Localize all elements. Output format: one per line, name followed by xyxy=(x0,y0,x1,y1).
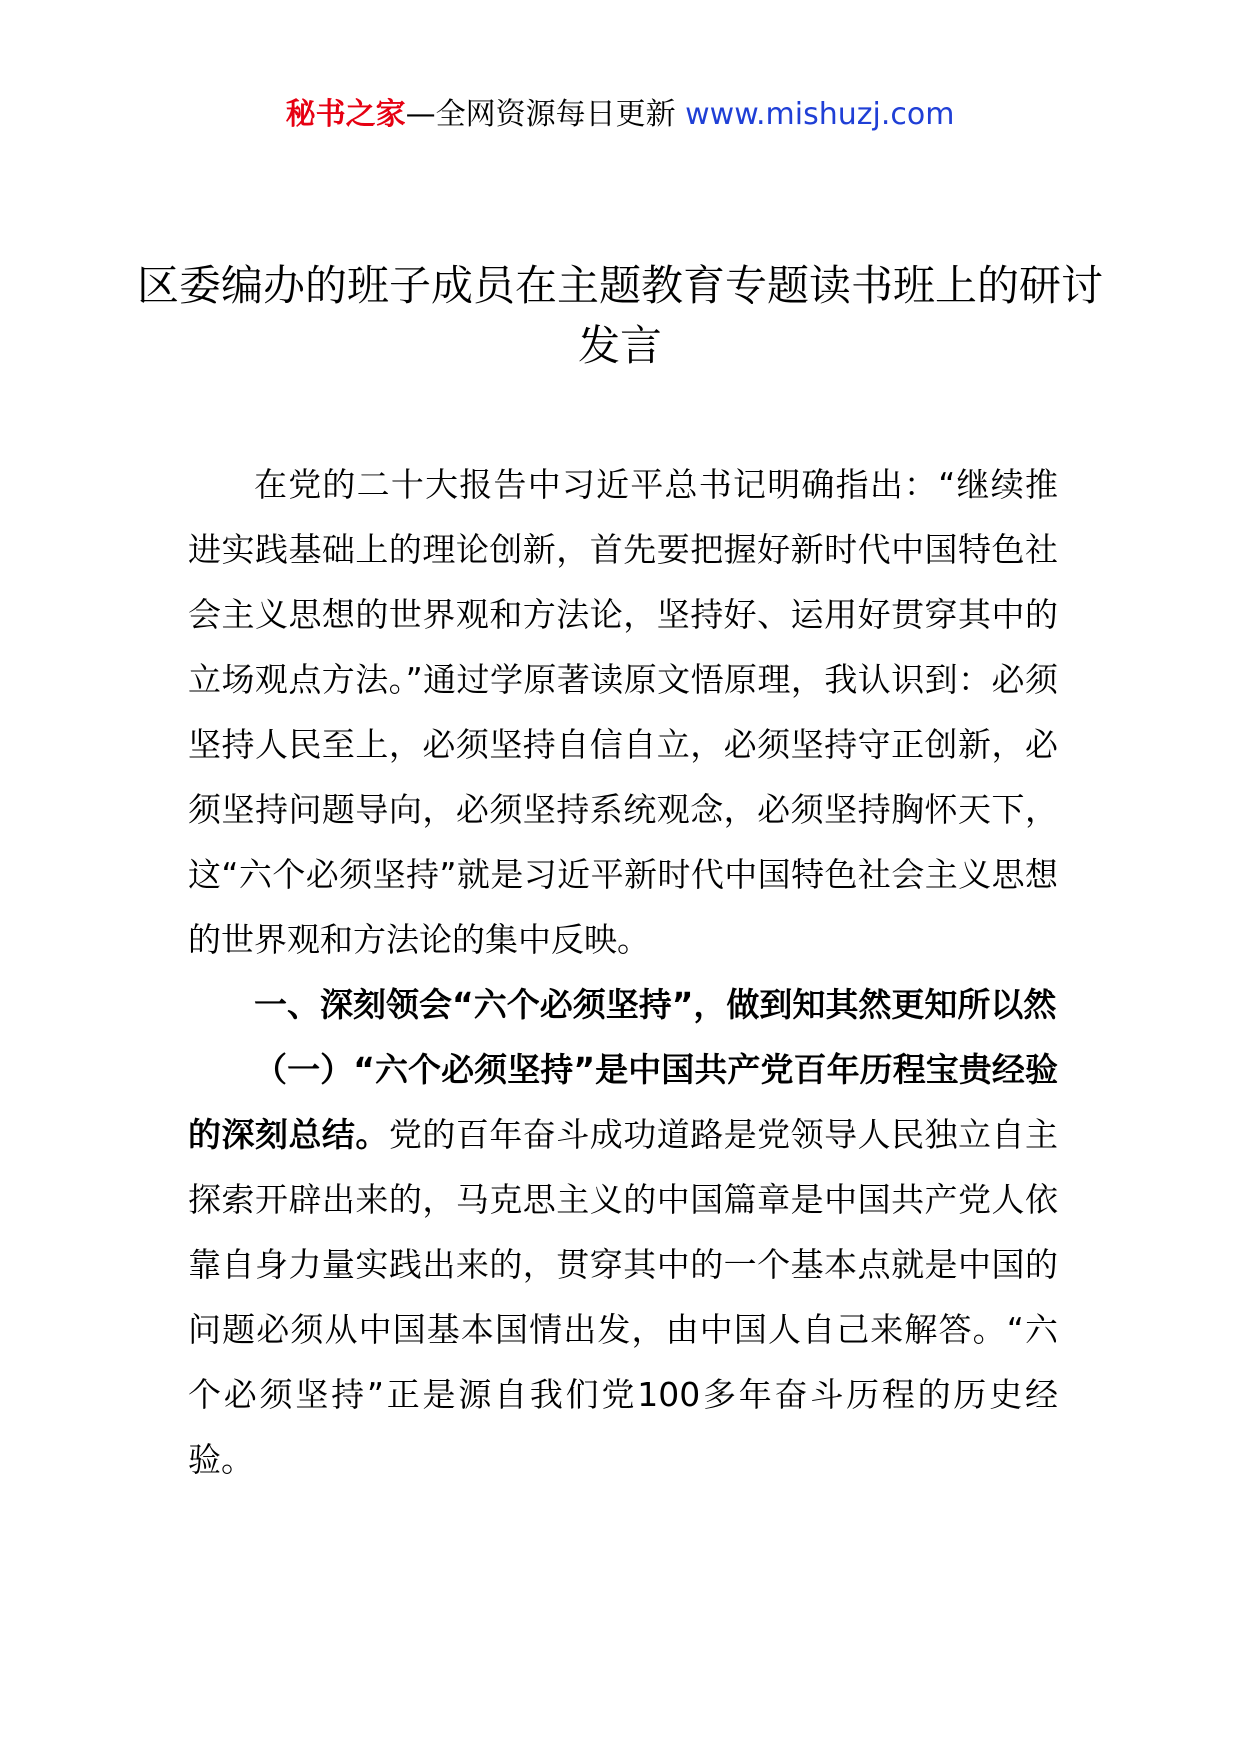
document-title: 区委编办的班子成员在主题教育专题读书班上的研讨发言 xyxy=(136,261,1103,370)
intro-paragraph: 在党的二十大报告中习近平总书记明确指出：“继续推进实践基础上的理论创新，首先要把握好新时代中国特色社会主义思想的世界观和方法论，坚持好、运用好贯穿其中的立场观点方法。”通过学原著读原文悟原理，我认识到：必须坚持人民至上，必须坚持自信自立，必须坚持守正创新，必须坚持问题导向，必须坚持系统观念，必须坚持胸怀天下，这“六个必须坚持”就是习近平新时代中国特色社会主义思想的世界观和方法论的集中反映。 xyxy=(188,465,1058,959)
subsection-body: 党的百年奋斗成功道路是党领导人民独立自主探索开辟出来的，马克思主义的中国篇章是中国共产党人依靠自身力量实践出来的，贯穿其中的一个基本点就是中国的问题必须从中国基本国情出发，由中国人自己来解答。“六个必须坚持”正是源自我们党100多年奋斗历程的历史经验。 xyxy=(188,1115,1059,1479)
subsection-lead: （一）“六个必须坚持”是中国共产党百年历程宝贵经验的深刻总结。 xyxy=(188,1050,1058,1154)
site-tagline: —全网资源每日更新 xyxy=(405,97,686,132)
site-url-link[interactable]: www.mishuzj.com xyxy=(685,97,955,132)
site-brand: 秘书之家 xyxy=(285,97,406,132)
section-heading: 一、深刻领会“六个必须坚持”，做到知其然更知所以然 xyxy=(254,985,1057,1024)
document-body xyxy=(188,452,1058,1492)
subsection-paragraph xyxy=(188,1037,1058,1492)
site-header xyxy=(0,95,1240,135)
